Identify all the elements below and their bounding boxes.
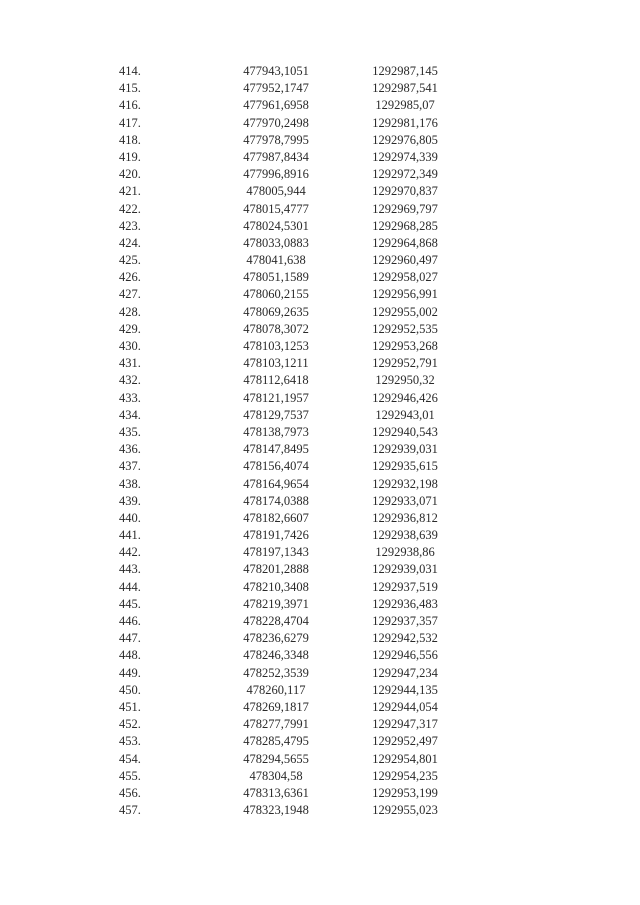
- coordinate-table: [0, 63, 640, 819]
- x-coordinate-cell: 478197,1343: [243, 545, 309, 560]
- x-coordinate-cell: 478246,3348: [243, 648, 309, 663]
- table-row: [0, 372, 640, 389]
- x-coordinate-cell: 478277,7991: [243, 717, 309, 732]
- x-coordinate-cell: 478005,944: [246, 184, 306, 199]
- y-coordinate-cell: 1292960,497: [372, 253, 438, 268]
- table-row: [0, 286, 640, 303]
- row-number: 440.: [119, 510, 141, 525]
- table-row: [0, 252, 640, 269]
- table-row: [0, 269, 640, 286]
- y-coordinate-cell: 1292972,349: [372, 167, 438, 182]
- row-number: 434.: [119, 407, 141, 422]
- table-row: [0, 441, 640, 458]
- y-coordinate-cell: 1292947,234: [372, 665, 438, 680]
- y-coordinate-cell: 1292935,615: [372, 459, 438, 474]
- y-coordinate-cell: 1292955,002: [372, 304, 438, 319]
- table-row: [0, 493, 640, 510]
- x-coordinate-cell: 478069,2635: [243, 304, 309, 319]
- y-coordinate-cell: 1292954,801: [372, 751, 438, 766]
- row-number: 456.: [119, 785, 141, 800]
- x-coordinate-cell: 478228,4704: [243, 614, 309, 628]
- x-coordinate-cell: 478103,1211: [243, 356, 309, 371]
- x-coordinate-cell: 477961,6958: [243, 98, 309, 113]
- y-coordinate-cell: 1292936,483: [372, 596, 438, 611]
- x-coordinate-cell: 478294,5655: [243, 751, 309, 766]
- row-number: 424.: [119, 235, 141, 250]
- table-row: [0, 527, 640, 544]
- row-number: 419.: [119, 149, 141, 164]
- x-coordinate-cell: 478060,2155: [243, 287, 309, 302]
- row-number: 448.: [119, 648, 141, 663]
- y-coordinate-cell: 1292942,532: [372, 631, 438, 646]
- x-coordinate-cell: 478112,6418: [243, 373, 309, 388]
- y-coordinate-cell: 1292987,145: [372, 64, 438, 78]
- row-number: 432.: [119, 373, 141, 388]
- x-coordinate-cell: 478051,1589: [243, 270, 309, 285]
- y-coordinate-cell: 1292933,071: [372, 493, 438, 508]
- table-row: [0, 716, 640, 733]
- x-coordinate-cell: 478103,1253: [243, 339, 309, 353]
- y-coordinate-cell: 1292937,519: [372, 579, 438, 594]
- x-coordinate-cell: 477978,7995: [243, 132, 309, 147]
- table-row: [0, 132, 640, 149]
- x-coordinate-cell: 478015,4777: [243, 201, 309, 216]
- table-row: [0, 115, 640, 132]
- table-row: [0, 544, 640, 561]
- row-number: 415.: [119, 81, 141, 96]
- y-coordinate-cell: 1292958,027: [372, 270, 438, 285]
- row-number: 442.: [119, 545, 141, 560]
- table-row: [0, 682, 640, 699]
- row-number: 444.: [119, 579, 141, 594]
- table-row: [0, 630, 640, 647]
- x-coordinate-cell: 478252,3539: [243, 665, 309, 680]
- row-number: 454.: [119, 751, 141, 766]
- table-row: [0, 647, 640, 664]
- table-row: [0, 166, 640, 183]
- x-coordinate-cell: 477943,1051: [243, 64, 309, 78]
- x-coordinate-cell: 478147,8495: [243, 442, 309, 457]
- row-number: 451.: [119, 699, 141, 714]
- x-coordinate-cell: 478182,6607: [243, 510, 309, 525]
- table-row: [0, 424, 640, 441]
- table-row: [0, 596, 640, 613]
- table-row: [0, 802, 640, 819]
- y-coordinate-cell: 1292953,199: [372, 785, 438, 800]
- row-number: 452.: [119, 717, 141, 732]
- y-coordinate-cell: 1292955,023: [372, 803, 438, 818]
- y-coordinate-cell: 1292974,339: [372, 149, 438, 164]
- y-coordinate-cell: 1292939,031: [372, 442, 438, 457]
- table-row: [0, 338, 640, 355]
- x-coordinate-cell: 478219,3971: [243, 596, 309, 611]
- table-row: [0, 218, 640, 235]
- y-coordinate-cell: 1292964,868: [372, 235, 438, 250]
- table-row: [0, 355, 640, 372]
- x-coordinate-cell: 477996,8916: [243, 167, 309, 182]
- table-row: [0, 80, 640, 97]
- table-row: [0, 321, 640, 338]
- y-coordinate-cell: 1292940,543: [372, 424, 438, 439]
- table-row: [0, 561, 640, 578]
- table-row: [0, 235, 640, 252]
- row-number: 453.: [119, 734, 141, 749]
- x-coordinate-cell: 478191,7426: [243, 528, 309, 543]
- x-coordinate-cell: 478033,0883: [243, 235, 309, 250]
- row-number: 455.: [119, 768, 141, 783]
- table-row: [0, 149, 640, 166]
- y-coordinate-cell: 1292943,01: [375, 407, 435, 422]
- table-row: [0, 665, 640, 682]
- row-number: 427.: [119, 287, 141, 302]
- y-coordinate-cell: 1292937,357: [372, 614, 438, 628]
- y-coordinate-cell: 1292947,317: [372, 717, 438, 732]
- table-row: [0, 476, 640, 493]
- x-coordinate-cell: 478041,638: [246, 253, 306, 268]
- row-number: 435.: [119, 424, 141, 439]
- y-coordinate-cell: 1292953,268: [372, 339, 438, 353]
- row-number: 437.: [119, 459, 141, 474]
- row-number: 446.: [119, 614, 141, 628]
- row-number: 428.: [119, 304, 141, 319]
- y-coordinate-cell: 1292932,198: [372, 476, 438, 491]
- table-row: [0, 768, 640, 785]
- y-coordinate-cell: 1292954,235: [372, 768, 438, 783]
- x-coordinate-cell: 478156,4074: [243, 459, 309, 474]
- table-row: [0, 699, 640, 716]
- table-row: [0, 390, 640, 407]
- x-coordinate-cell: 478269,1817: [243, 699, 309, 714]
- table-row: [0, 785, 640, 802]
- table-row: [0, 304, 640, 321]
- x-coordinate-cell: 478313,6361: [243, 785, 309, 800]
- y-coordinate-cell: 1292936,812: [372, 510, 438, 525]
- y-coordinate-cell: 1292944,135: [372, 682, 438, 697]
- table-row: [0, 458, 640, 475]
- table-row: [0, 183, 640, 200]
- table-row: [0, 613, 640, 630]
- table-row: [0, 201, 640, 218]
- y-coordinate-cell: 1292950,32: [375, 373, 435, 388]
- row-number: 457.: [119, 803, 141, 818]
- x-coordinate-cell: 478129,7537: [243, 407, 309, 422]
- y-coordinate-cell: 1292987,541: [372, 81, 438, 96]
- row-number: 431.: [119, 356, 141, 371]
- x-coordinate-cell: 477970,2498: [243, 115, 309, 130]
- y-coordinate-cell: 1292938,86: [375, 545, 435, 560]
- x-coordinate-cell: 478236,6279: [243, 631, 309, 646]
- row-number: 447.: [119, 631, 141, 646]
- x-coordinate-cell: 478285,4795: [243, 734, 309, 749]
- y-coordinate-cell: 1292985,07: [375, 98, 435, 113]
- y-coordinate-cell: 1292969,797: [372, 201, 438, 216]
- row-number: 414.: [119, 64, 141, 78]
- x-coordinate-cell: 478210,3408: [243, 579, 309, 594]
- row-number: 423.: [119, 218, 141, 233]
- x-coordinate-cell: 478174,0388: [243, 493, 309, 508]
- table-row: [0, 733, 640, 750]
- table-row: [0, 407, 640, 424]
- y-coordinate-cell: 1292981,176: [372, 115, 438, 130]
- x-coordinate-cell: 478078,3072: [243, 321, 309, 336]
- x-coordinate-cell: 477952,1747: [243, 81, 309, 96]
- row-number: 416.: [119, 98, 141, 113]
- table-row: [0, 510, 640, 527]
- table-row: [0, 63, 640, 80]
- row-number: 422.: [119, 201, 141, 216]
- row-number: 438.: [119, 476, 141, 491]
- row-number: 426.: [119, 270, 141, 285]
- x-coordinate-cell: 478304,58: [249, 768, 303, 783]
- x-coordinate-cell: 478024,5301: [243, 218, 309, 233]
- y-coordinate-cell: 1292968,285: [372, 218, 438, 233]
- y-coordinate-cell: 1292952,497: [372, 734, 438, 749]
- y-coordinate-cell: 1292944,054: [372, 699, 438, 714]
- row-number: 441.: [119, 528, 141, 543]
- table-row: [0, 579, 640, 596]
- row-number: 417.: [119, 115, 141, 130]
- row-number: 433.: [119, 390, 141, 405]
- x-coordinate-cell: 478201,2888: [243, 562, 309, 577]
- row-number: 425.: [119, 253, 141, 268]
- x-coordinate-cell: 478121,1957: [243, 390, 309, 405]
- row-number: 418.: [119, 132, 141, 147]
- row-number: 430.: [119, 339, 141, 353]
- x-coordinate-cell: 477987,8434: [243, 149, 309, 164]
- x-coordinate-cell: 478164,9654: [243, 476, 309, 491]
- x-coordinate-cell: 478260,117: [246, 682, 306, 697]
- x-coordinate-cell: 478323,1948: [243, 803, 309, 818]
- y-coordinate-cell: 1292970,837: [372, 184, 438, 199]
- y-coordinate-cell: 1292939,031: [372, 562, 438, 577]
- row-number: 421.: [119, 184, 141, 199]
- y-coordinate-cell: 1292946,556: [372, 648, 438, 663]
- y-coordinate-cell: 1292976,805: [372, 132, 438, 147]
- row-number: 443.: [119, 562, 141, 577]
- y-coordinate-cell: 1292956,991: [372, 287, 438, 302]
- row-number: 429.: [119, 321, 141, 336]
- row-number: 420.: [119, 167, 141, 182]
- row-number: 436.: [119, 442, 141, 457]
- row-number: 439.: [119, 493, 141, 508]
- x-coordinate-cell: 478138,7973: [243, 424, 309, 439]
- row-number: 450.: [119, 682, 141, 697]
- table-row: [0, 751, 640, 768]
- row-number: 449.: [119, 665, 141, 680]
- row-number: 445.: [119, 596, 141, 611]
- y-coordinate-cell: 1292952,535: [372, 321, 438, 336]
- table-row: [0, 97, 640, 114]
- y-coordinate-cell: 1292938,639: [372, 528, 438, 543]
- y-coordinate-cell: 1292946,426: [372, 390, 438, 405]
- y-coordinate-cell: 1292952,791: [372, 356, 438, 371]
